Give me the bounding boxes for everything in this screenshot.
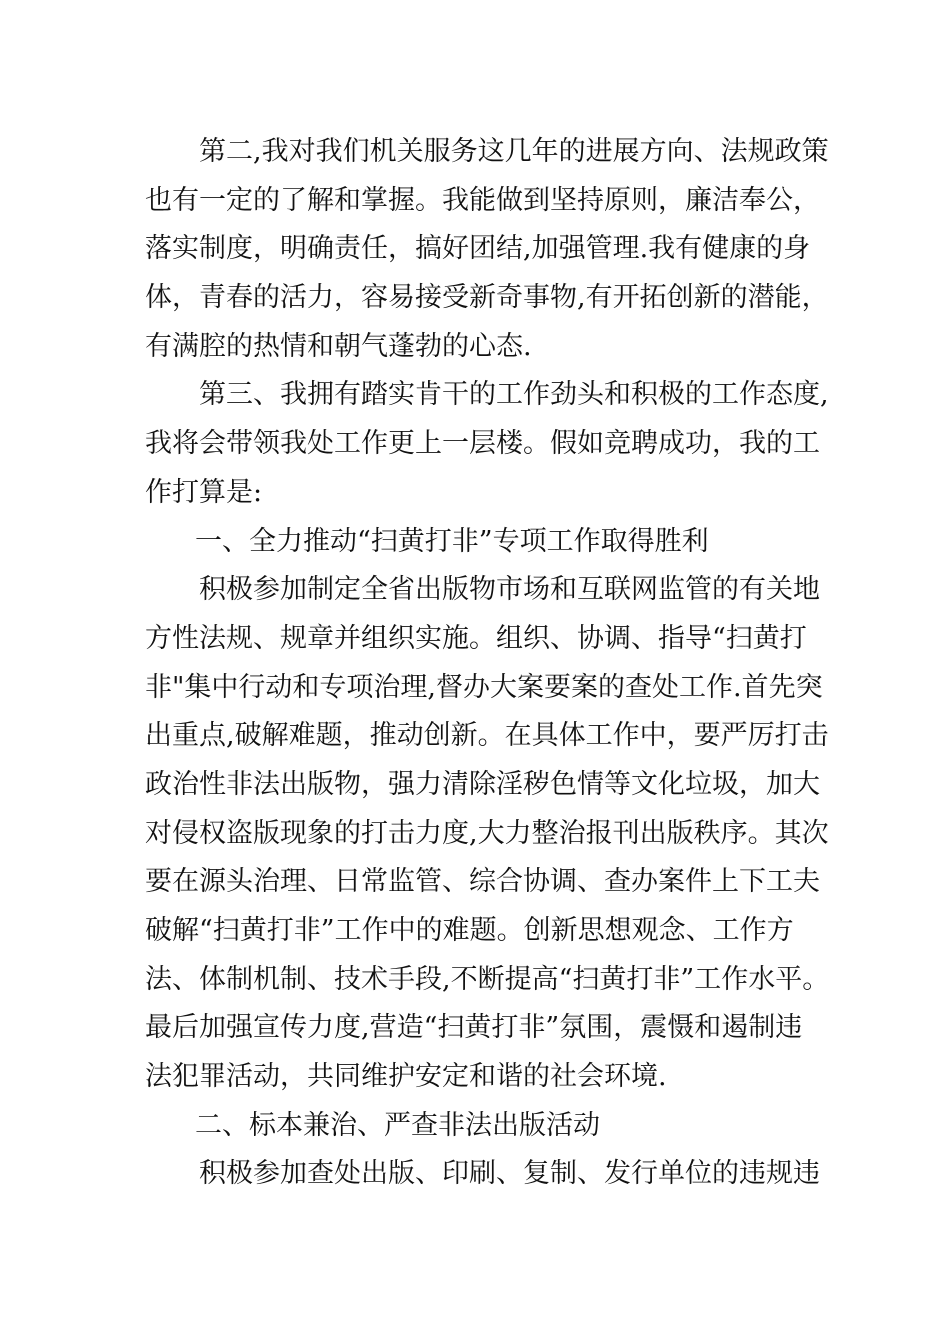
section-1-line-5: 政治性非法出版物，强力清除淫秽色情等文化垃圾，加大: [145, 768, 820, 800]
paragraph-3-line-1: 第三、我拥有踏实肯干的工作劲头和积极的工作态度,: [199, 379, 829, 411]
document-body: [145, 128, 835, 1199]
section-1-line-4: 出重点,破解难题，推动创新。在具体工作中，要严厉打击: [145, 720, 829, 752]
section-1-line-9: 法、体制机制、技术手段,不断提高“扫黄打非”工作水平。: [145, 963, 830, 995]
paragraph-2-line-1: 第二,我对我们机关服务这几年的进展方向、法规政策: [199, 136, 829, 167]
section-1-line-3: 非"集中行动和专项治理,督办大案要案的查处工作.首先突: [145, 671, 823, 703]
paragraph-2-line-2: 也有一定的了解和掌握。我能做到坚持原则，廉洁奉公，: [145, 184, 820, 216]
paragraph-2-line-5: 有满腔的热情和朝气蓬勃的心态.: [145, 330, 532, 362]
section-1-line-8: 破解“扫黄打非”工作中的难题。创新思想观念、工作方: [145, 915, 794, 946]
section-1-line-6: 对侵权盗版现象的打击力度,大力整治报刊出版秩序。其次: [145, 817, 829, 849]
paragraph-2-line-4: 体，青春的活力，容易接受新奇事物,有开拓创新的潜能，: [145, 282, 829, 314]
section-1-line-10: 最后加强宣传力度,营造“扫黄打非”氛围，震慑和遏制违: [145, 1012, 803, 1044]
section-1-line-1: 积极参加制定全省出版物市场和互联网监管的有关地: [199, 574, 820, 606]
section-1-line-2: 方性法规、规章并组织实施。组织、协调、指导“扫黄打: [145, 622, 807, 654]
paragraph-2-line-3: 落实制度，明确责任，搞好团结,加强管理.我有健康的身: [145, 233, 811, 265]
section-1-line-11: 法犯罪活动，共同维护安定和谐的社会环境.: [145, 1061, 667, 1093]
section-heading-1: 一、全力推动“扫黄打非”专项工作取得胜利: [195, 525, 709, 557]
section-2-line-1: 积极参加查处出版、印刷、复制、发行单位的违规违: [199, 1158, 820, 1190]
section-1-line-7: 要在源头治理、日常监管、综合协调、查办案件上下工夫: [145, 866, 820, 898]
section-heading-2: 二、标本兼治、严查非法出版活动: [195, 1109, 600, 1141]
paragraph-3-line-3: 作打算是:: [145, 476, 263, 508]
paragraph-3-line-2: 我将会带领我处工作更上一层楼。假如竞聘成功，我的工: [145, 428, 820, 460]
